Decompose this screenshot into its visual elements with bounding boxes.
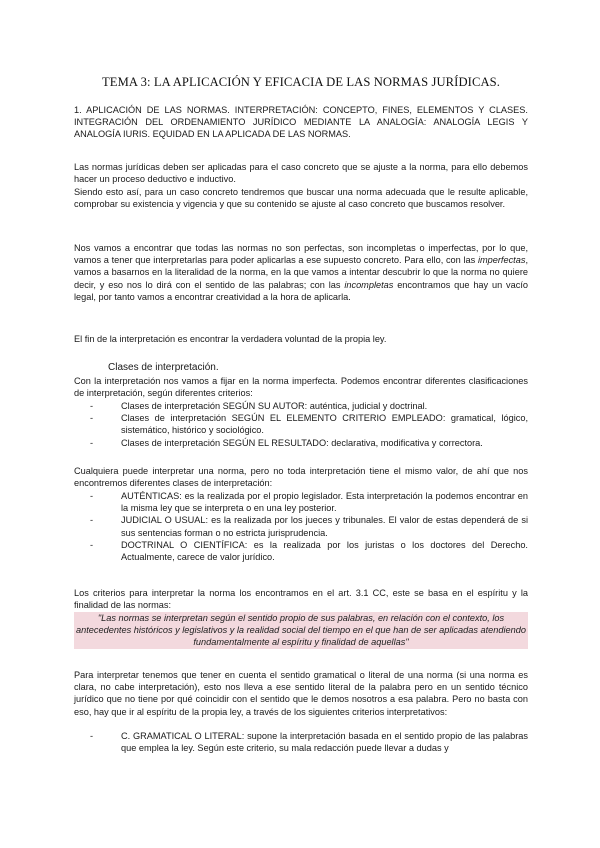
page-title: TEMA 3: LA APLICACIÓN Y EFICACIA DE LAS NORMAS JURÍDICAS. — [101, 75, 500, 89]
list-item-text: Clases de interpretación SEGÚN EL ELEMENTO CRITERIO EMPLEADO: gramatical, lógico, sistemático, histórico y sociológico. — [121, 413, 528, 436]
dash-bullet: - — [90, 731, 94, 741]
paragraph-2: Siendo esto así, para un caso concreto tendremos que buscar una norma adecuada que le resulte aplicable, comprobar su existencia y vigencia y que su contenido se ajuste al caso concreto que buscamos resolver. — [74, 187, 528, 210]
paragraph-3-part-c: encontramos que hay un vacío legal, por tanto vamos a encontrar creatividad a la hora de aplicarla. — [74, 279, 528, 302]
paragraph-3 — [74, 242, 528, 303]
paragraph-6: Cualquiera puede interpretar una norma, pero no toda interpretación tiene el mismo valor, de ahí que nos encontremos diferentes clases de interpretación: — [74, 466, 528, 489]
paragraph-7: Los criterios para interpretar la norma los encontramos en el art. 3.1 CC, este se basa en el espíritu y la finalidad de las normas: — [74, 588, 528, 611]
list-item-text: AUTÉNTICAS: es la realizada por el propio legislador. Esta interpretación la podemos encontrar en la misma ley que se interpreta o en una ley posterior. — [121, 491, 528, 514]
dash-bullet: - — [90, 515, 94, 526]
paragraph-1: Las normas jurídicas deben ser aplicadas para el caso concreto que se ajuste a la norma, para ello debemos hacer un proceso deductivo e inductivo. — [74, 162, 528, 185]
list-item — [74, 437, 528, 449]
list-item — [74, 730, 528, 754]
paragraph-4: El fin de la interpretación es encontrar la verdadera voluntad de la propia ley. — [74, 334, 387, 344]
paragraph-5: Con la interpretación nos vamos a fijar en la norma imperfecta. Podemos encontrar diferentes clasificaciones de interpretación, según diferentes criterios: — [74, 376, 528, 399]
list-item — [74, 412, 528, 436]
list-item — [74, 400, 528, 412]
paragraph-3-part-a: Nos vamos a encontrar que todas las normas no son perfectas, son incompletas o imperfectas, por lo que, vamos a tener que interpretarlas para poder aplicarlas a ese supuesto concreto. Para ello, con las — [74, 243, 528, 266]
list-item-text: C. GRAMATICAL O LITERAL: supone la interpretación basada en el sentido propio de las palabras que emplea la ley. Según este criterio, su mala redacción puede llevar a dudas y — [121, 731, 528, 754]
list-item-text: Clases de interpretación SEGÚN SU AUTOR: auténtica, judicial y doctrinal. — [121, 401, 428, 411]
list-item — [74, 514, 528, 538]
list-item-text: JUDICIAL O USUAL: es la realizada por los jueces y tribunales. El valor de estas dependerá de si sus sentencias forman o no estricta jurisprudencia. — [121, 515, 528, 538]
dash-bullet: - — [90, 401, 94, 411]
dash-bullet: - — [90, 437, 94, 448]
list-item — [74, 490, 528, 514]
list-criterios — [74, 400, 528, 449]
section-heading: 1. APLICACIÓN DE LAS NORMAS. INTERPRETACIÓN: CONCEPTO, FINES, ELEMENTOS Y CLASES. INTEGRACIÓN DEL ORDENAMIENTO JURÍDICO MEDIANTE LA ANALOGÍA: ANALOGÍA LEGIS Y ANALOGÍA IURIS. EQUIDAD EN LA APLICADA DE LAS NORMAS. — [74, 105, 528, 140]
list-item-text: Clases de interpretación SEGÚN EL RESULTADO: declarativa, modificativa y correctora. — [121, 437, 483, 448]
highlighted-quote: "Las normas se interpretan según el sentido propio de sus palabras, en relación con el contexto, los antecedentes históricos y legislativos y la realidad social del tiempo en el que han de ser aplicadas atendiendo fundamentalmente al espíritu y finalidad de aquellas" — [74, 612, 528, 649]
subheading-clases: Clases de interpretación. — [108, 362, 219, 373]
dash-bullet: - — [90, 413, 94, 424]
list-item — [74, 539, 528, 563]
paragraph-3-em-imperfectas: imperfectas — [477, 255, 526, 266]
paragraph-3-part-b: , vamos a basarnos en la literalidad de la norma, en la que vamos a intentar descubrir lo que la norma no quiere decir, y eso nos lo dirá con el sentido de las palabras; con las — [74, 255, 528, 290]
list-criterios-interpretativos — [74, 730, 528, 754]
paragraph-8: Para interpretar tenemos que tener en cuenta el sentido gramatical o literal de una norma (si una norma es clara, no cabe interpretación), esto nos lleva a ese sentido literal de la palabra pero en un sentido técnico jurídico que no tiene por qué coincidir con el sentido que le demos nosotros a esa palabra. Pero no basta con eso, hay que ir al espíritu de la propia ley, a través de los siguientes criterios interpretativos: — [74, 670, 528, 717]
dash-bullet: - — [90, 491, 94, 501]
list-item-text: DOCTRINAL O CIENTÍFICA: es la realizada por los juristas o los doctores del Derecho. Actualmente, carece de valor jurídico. — [121, 539, 528, 563]
list-clases — [74, 490, 528, 563]
dash-bullet: - — [90, 539, 94, 550]
paragraph-3-em-incompletas: incompletas — [344, 279, 394, 290]
